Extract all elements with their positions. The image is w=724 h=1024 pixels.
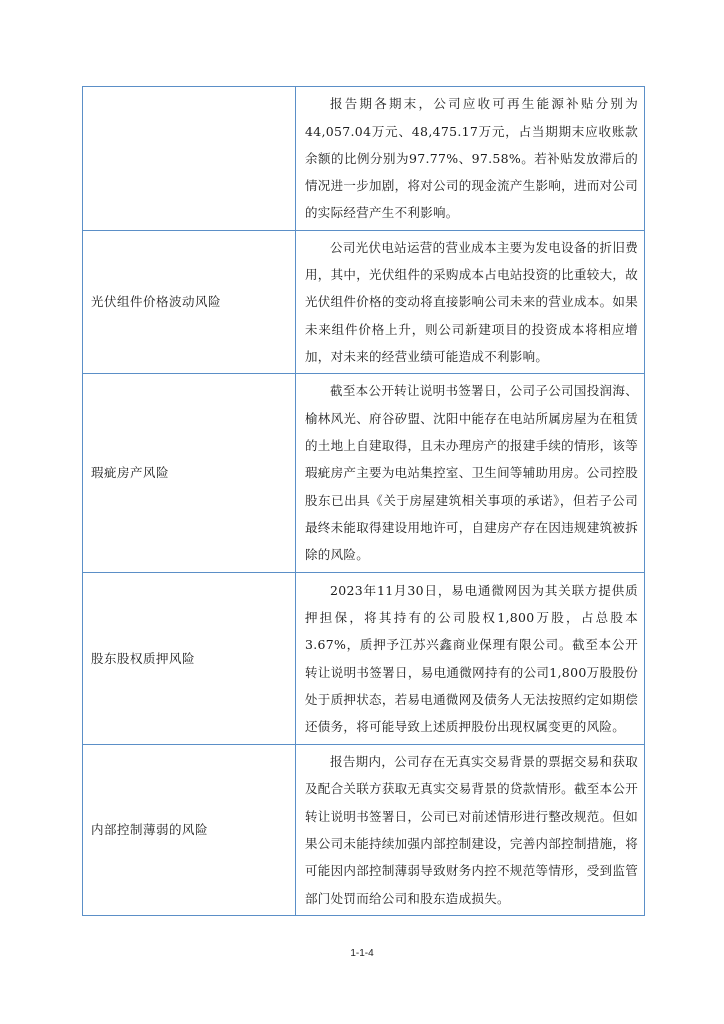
risk-table: [82, 86, 645, 916]
risk-description-cell: 截至本公开转让说明书签署日，公司子公司国投润海、榆林风光、府谷矽盟、沈阳中能存在电站所属房屋为在租赁的土地上自建取得，且未办理房产的报建手续的情形，该等瑕疵房产主要为电站集控室、卫生间等辅助用房。公司控股股东已出具《关于房屋建筑相关事项的承诺》，但若子公司最终未能取得建设用地许可，自建房产存在因违规建筑被拆除的风险。: [296, 374, 645, 573]
risk-description-cell: 报告期内，公司存在无真实交易背景的票据交易和获取及配合关联方获取无真实交易背景的贷款情形。截至本公开转让说明书签署日，公司已对前述情形进行整改规范。但如果公司未能持续加强内部控制建设，完善内部控制措施，将可能因内部控制薄弱导致财务内控不规范等情形，受到监管部门处罚而给公司和股东造成损失。: [296, 745, 645, 916]
risk-name-cell: 股东股权质押风险: [83, 573, 296, 745]
risk-name-cell: [83, 87, 296, 231]
page-number: 1-1-4: [350, 948, 374, 959]
table-row: [83, 231, 645, 374]
risk-name-cell: 内部控制薄弱的风险: [83, 745, 296, 916]
table-row: [83, 374, 645, 573]
table-row: [83, 745, 645, 916]
table-row: [83, 87, 645, 231]
risk-description-cell: 公司光伏电站运营的营业成本主要为发电设备的折旧费用，其中，光伏组件的采购成本占电站投资的比重较大，故光伏组件价格的变动将直接影响公司未来的营业成本。如果未来组件价格上升，则公司新建项目的投资成本将相应增加，对未来的经营业绩可能造成不利影响。: [296, 231, 645, 374]
risk-description-cell: 报告期各期末，公司应收可再生能源补贴分别为44,057.04万元、48,475.17万元，占当期期末应收账款余额的比例分别为97.77%、97.58%。若补贴发放滞后的情况进一步加剧，将对公司的现金流产生影响，进而对公司的实际经营产生不利影响。: [296, 87, 645, 231]
risk-name-cell: 光伏组件价格波动风险: [83, 231, 296, 374]
table-row: [83, 573, 645, 745]
risk-description-cell: 2023年11月30日，易电通微网因为其关联方提供质押担保，将其持有的公司股权1,800万股，占总股本3.67%，质押予江苏兴鑫商业保理有限公司。截至本公开转让说明书签署日，易电通微网持有的公司1,800万股股份处于质押状态，若易电通微网及债务人无法按照约定如期偿还债务，将可能导致上述质押股份出现权属变更的风险。: [296, 573, 645, 745]
risk-name-cell: 瑕疵房产风险: [83, 374, 296, 573]
